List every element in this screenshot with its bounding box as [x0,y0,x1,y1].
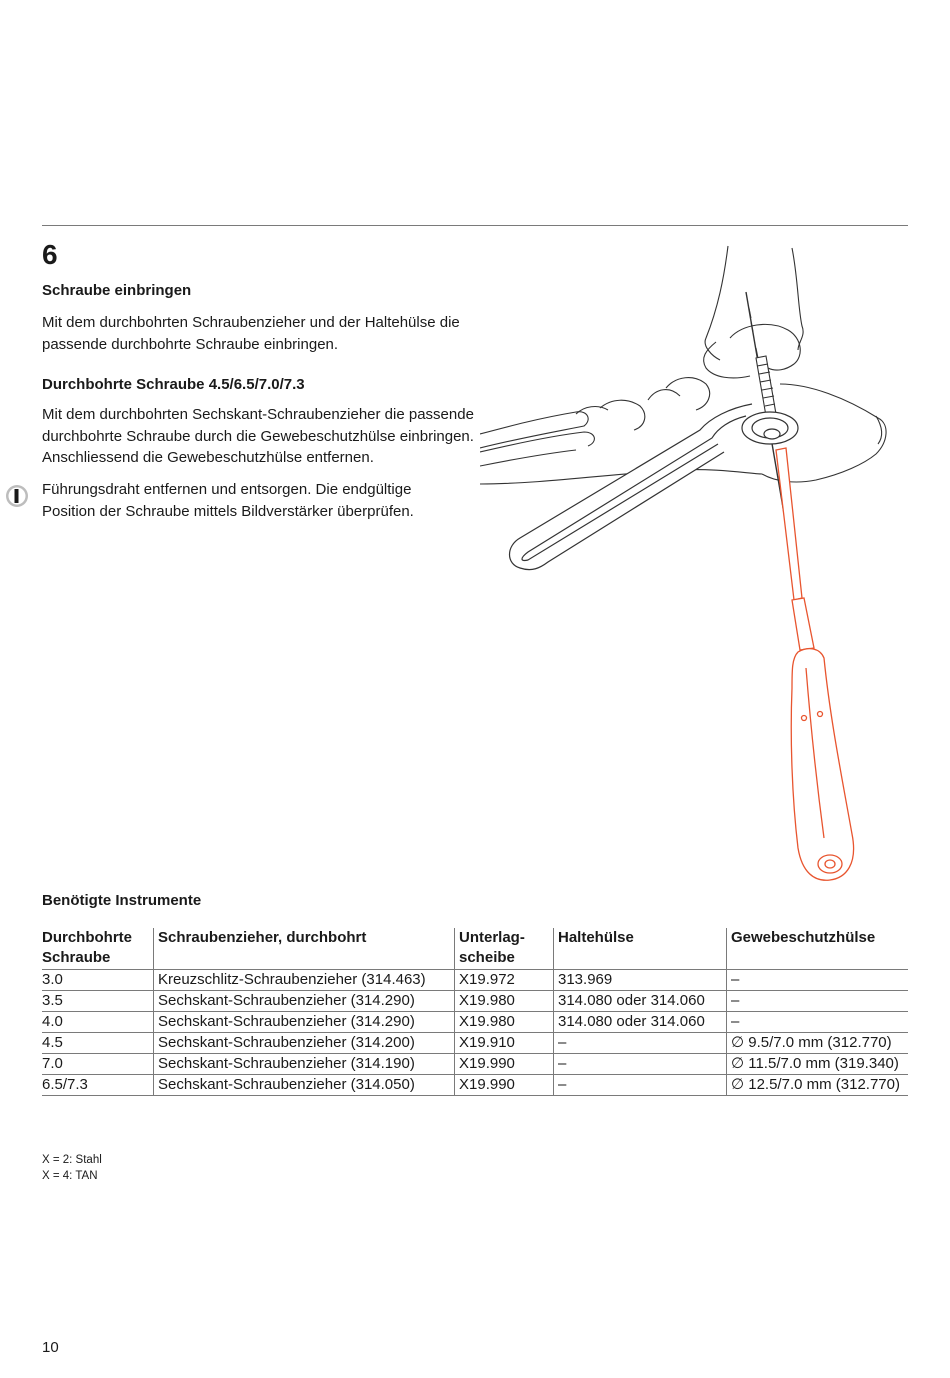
table-cell: Sechskant-Schraubenzieher (314.290) [154,991,455,1012]
step-note: Führungsdraht entfernen und entsorgen. Die endgültige Position der Schraube mittels Bildverstärker überprüfen. [42,481,414,520]
metatarsal-outline [480,412,588,448]
table-row [42,991,908,1012]
table-header-row [42,928,908,970]
table-cell: 314.080 oder 314.060 [554,991,727,1012]
table-cell: – [554,1033,727,1054]
table-cell: X19.972 [455,970,554,991]
page-number: 10 [42,1339,59,1356]
table-cell: 4.0 [42,1012,154,1033]
table-cell: – [554,1075,727,1096]
table-cell: ∅ 12.5/7.0 mm (312.770) [727,1075,909,1096]
subheading: Durchbohrte Schraube 4.5/6.5/7.0/7.3 [42,376,305,393]
table-cell: 3.0 [42,970,154,991]
table-cell: – [554,1054,727,1075]
holding-sleeve [510,404,799,570]
column-header: Haltehülse [554,928,727,970]
instruments-heading: Benötigte Instrumente [42,892,202,909]
table-row [42,1012,908,1033]
screwdriver [776,448,854,880]
section-rule [42,225,908,226]
table-row [42,1033,908,1054]
table-cell: ∅ 11.5/7.0 mm (319.340) [727,1054,909,1075]
cannulated-screw [756,356,776,416]
table-cell: X19.990 [455,1054,554,1075]
screwdriver-handle [791,649,853,881]
table-row [42,1075,908,1096]
step-title: Schraube einbringen [42,282,192,299]
table-cell: Sechskant-Schraubenzieher (314.290) [154,1012,455,1033]
table-cell: X19.980 [455,1012,554,1033]
table-cell: X19.980 [455,991,554,1012]
table-cell: – [727,970,909,991]
table-cell: X19.990 [455,1075,554,1096]
step-intro: Mit dem durchbohrten Schraubenzieher und der Haltehülse die passende durchbohrte Schraube einbringen. [42,314,460,353]
table-cell: ∅ 9.5/7.0 mm (312.770) [727,1033,909,1054]
footnote: X = 2: Stahl [42,1154,102,1166]
table-row [42,1054,908,1075]
column-header: Unterlagscheibe [455,928,554,970]
footnote: X = 4: TAN [42,1170,98,1182]
caution-icon [5,484,29,508]
table-cell: – [727,991,909,1012]
table-cell: 6.5/7.3 [42,1075,154,1096]
foot-screwdriver-illustration [480,238,920,888]
column-header: Durchbohrte Schraube [42,928,154,970]
table-cell: 314.080 oder 314.060 [554,1012,727,1033]
table-cell: 7.0 [42,1054,154,1075]
tibia-outline [705,246,728,360]
table-cell: Sechskant-Schraubenzieher (314.050) [154,1075,455,1096]
step-body: Mit dem durchbohrten Sechskant-Schraubenzieher die passende durchbohrte Schraube durch die Gewebeschutzhülse einbringen. Anschliessend die Gewebeschutzhülse entfernen. [42,406,474,466]
table-cell: Kreuzschlitz-Schraubenzieher (314.463) [154,970,455,991]
table-cell: 3.5 [42,991,154,1012]
table-cell: X19.910 [455,1033,554,1054]
step-number: 6 [42,239,58,270]
footnotes [42,1152,102,1184]
column-header: Schraubenzieher, durchbohrt [154,928,455,970]
table-cell: – [727,1012,909,1033]
table-cell: 4.5 [42,1033,154,1054]
instruments-table [42,928,908,1096]
column-header: Gewebeschutzhülse [727,928,909,970]
table-cell: Sechskant-Schraubenzieher (314.200) [154,1033,455,1054]
table-cell: Sechskant-Schraubenzieher (314.190) [154,1054,455,1075]
table-row [42,970,908,991]
table-cell: 313.969 [554,970,727,991]
